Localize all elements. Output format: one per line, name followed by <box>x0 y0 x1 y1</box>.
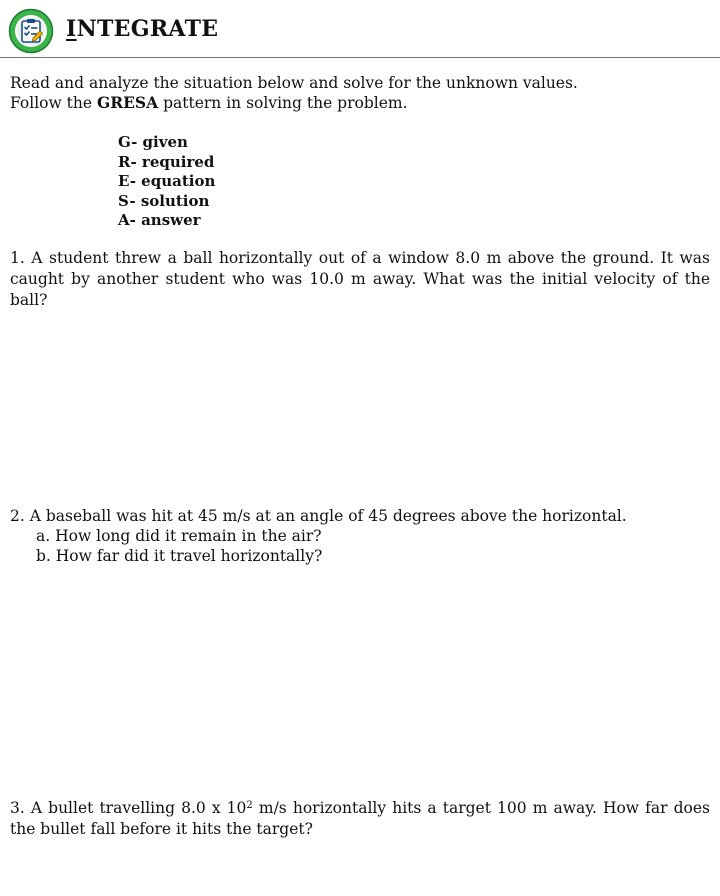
title-rest: NTEGRATE <box>76 16 219 42</box>
gresa-item-required: R- required <box>118 152 215 171</box>
question-3-start: 3. A bullet travelling 8.0 x 10 <box>10 799 247 817</box>
question-3-end: m/s horizontally hits a target 100 m away. How far does the bullet fall before it hits the target? <box>10 799 711 838</box>
question-2: 2. A baseball was hit at 45 m/s at an angle of 45 degrees above the horizontal. <box>10 507 627 525</box>
gresa-keyword: GRESA <box>97 93 159 112</box>
page-title <box>66 16 218 42</box>
instruction-line-2 <box>10 93 408 113</box>
question-3-exponent: 2 <box>246 800 253 811</box>
section-header <box>0 0 720 58</box>
title-underlined-letter: I <box>66 16 77 42</box>
question-2a: a. How long did it remain in the air? <box>36 527 322 545</box>
header-divider <box>0 57 720 58</box>
instruction-suffix: pattern in solving the problem. <box>158 94 408 112</box>
gresa-item-solution: S- solution <box>118 191 210 210</box>
question-1: 1. A student threw a ball horizontally out of a window 8.0 m above the ground. It was caught by another student who was 10.0 m away. What was the initial velocity of the ball? <box>10 249 710 309</box>
instruction-line-1: Read and analyze the situation below and solve for the unknown values. <box>10 74 578 92</box>
gresa-list <box>118 133 215 231</box>
gresa-item-equation: E- equation <box>118 172 216 190</box>
checklist-icon <box>8 8 54 54</box>
instruction-prefix: Follow the <box>10 94 97 112</box>
question-3 <box>10 798 710 840</box>
gresa-item-answer: A- answer <box>118 211 201 229</box>
gresa-item-given: G- given <box>118 133 188 151</box>
question-2b: b. How far did it travel horizontally? <box>36 547 323 565</box>
